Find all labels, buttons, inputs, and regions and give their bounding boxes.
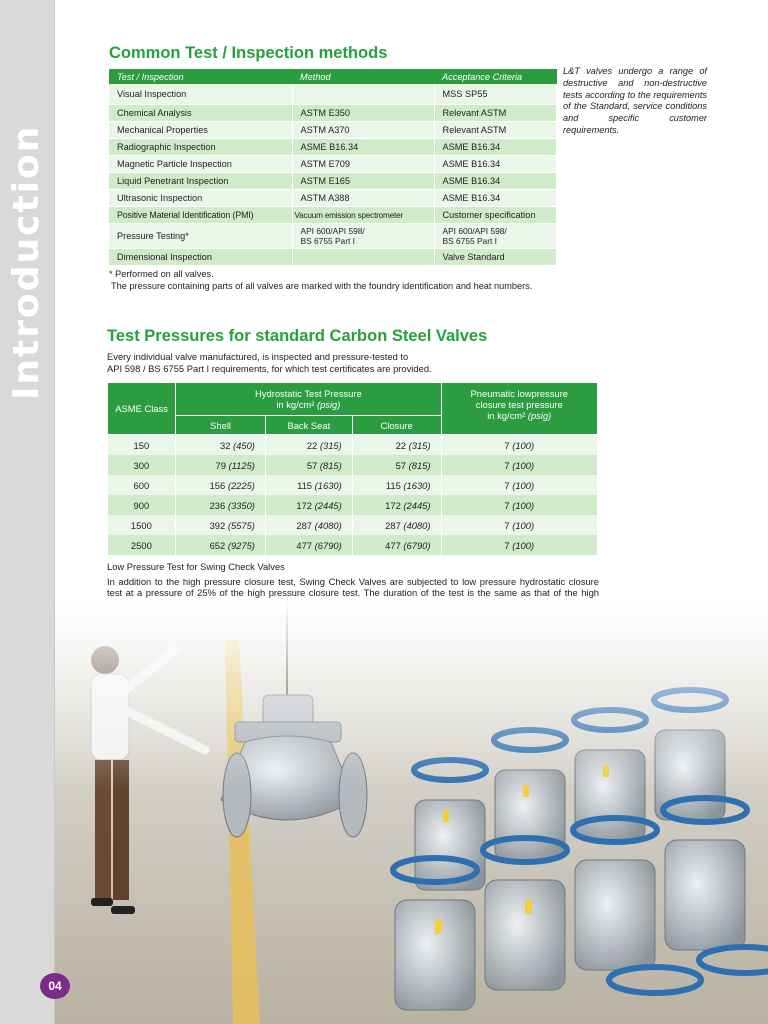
header-asme-class: ASME Class [108,383,176,435]
shell-cell-psig: (3350) [227,499,255,511]
shell-cell-psig: (5575) [227,519,255,531]
sidebar [0,0,55,1024]
method-cell: ASTM A370 [292,122,434,139]
method-cell: ASME B16.34 [292,139,434,156]
shell-cell-value: 79 [215,459,226,471]
criteria-cell: ASME B16.34 [434,173,557,190]
closure-cell-value: 115 [385,479,401,491]
header-pneu-unit: (psig) [527,410,552,421]
intro-text [107,351,587,374]
method-cell: Vacuum emission spectrometer [292,207,434,224]
method-cell: ASTM E165 [292,173,434,190]
test-cell: Visual Inspection [109,84,292,105]
table-row [108,515,598,535]
pneumatic-cell [441,515,597,535]
column-header: Method [292,69,434,84]
column-header: Test / Inspection [109,69,292,84]
method-cell [292,249,434,266]
pneumatic-cell-psig: (100) [512,459,535,471]
header-hydrostatic [176,383,441,416]
back-seat-cell-value: 172 [296,499,313,511]
back-seat-cell [265,495,352,515]
table-row [109,190,557,207]
closure-cell-psig: (2445) [403,499,431,511]
criteria-cell: Valve Standard [434,249,557,266]
class-cell-value: 600 [133,479,150,491]
criteria-cell [434,224,557,249]
pneumatic-cell-psig: (100) [512,539,535,551]
class-cell [108,535,176,555]
pneumatic-cell-psig: (100) [512,499,535,511]
table-row [109,139,557,156]
back-seat-cell [265,455,352,475]
table-row [109,224,557,249]
closure-cell [352,495,441,515]
table-row [109,249,557,266]
side-note: L&T valves undergo a range of destructive and non-destructive tests according to the requirements of the Standard, service conditions and specific customer requirements. [563,66,707,135]
header-hydro-line: in kg/cm² [276,399,315,410]
table-row [108,495,598,515]
shell-cell-psig: (450) [233,439,255,451]
closure-cell-psig: (815) [408,459,431,471]
test-cell: Mechanical Properties [109,122,292,139]
section-title-test-pressures: Test Pressures for standard Carbon Steel Valves [107,327,488,345]
method-cell: ASTM E709 [292,156,434,173]
closure-cell-value: 477 [385,539,401,551]
header-pneu-line: in kg/cm² [487,410,526,421]
closure-cell-psig: (6790) [403,539,431,551]
test-cell: Pressure Testing* [109,224,292,249]
back-seat-cell-psig: (1630) [314,479,342,491]
intro-line: Every individual valve manufactured, is inspected and pressure-tested to [107,351,409,362]
class-cell [108,495,176,515]
table-row [109,156,557,173]
criteria-cell: Relevant ASTM [434,122,557,139]
class-cell-value: 2500 [130,539,152,551]
shell-cell-value: 156 [209,479,226,491]
header-pneumatic [441,383,597,435]
pneumatic-cell-value: 7 [504,539,510,551]
class-cell [108,455,176,475]
class-cell [108,435,176,456]
header-back-seat: Back Seat [265,416,352,435]
criteria-cell: ASME B16.34 [434,139,557,156]
test-cell: Chemical Analysis [109,105,292,122]
criteria-cell: Customer specification [434,207,557,224]
method-line: API 600/API 598/ [300,226,365,236]
back-seat-cell-psig: (4080) [314,519,342,531]
page-number-badge: 04 [40,973,70,999]
back-seat-cell-psig: (315) [319,439,342,451]
pneumatic-cell [441,495,597,515]
closure-cell-psig: (4080) [403,519,431,531]
pneumatic-cell-psig: (100) [512,519,535,531]
back-seat-cell [265,435,352,456]
shell-cell [176,435,266,456]
valve-factory-photo [55,600,768,1024]
shell-cell [176,495,266,515]
table-row [109,122,557,139]
closure-cell-value: 172 [385,499,401,511]
back-seat-cell-psig: (2445) [314,499,342,511]
pneumatic-cell [441,535,597,555]
table-row [108,535,598,555]
table-row [109,207,557,224]
criteria-line: API 600/API 598/ [442,226,507,236]
closure-cell [352,535,441,555]
pneumatic-cell-value: 7 [504,519,510,531]
pneumatic-cell-value: 7 [504,439,510,451]
shell-cell-value: 236 [209,499,226,511]
table-row [108,455,598,475]
criteria-cell: Relevant ASTM [434,105,557,122]
low-pressure-title: Low Pressure Test for Swing Check Valves [107,561,285,572]
column-header: Acceptance Criteria [434,69,557,84]
back-seat-cell [265,475,352,495]
back-seat-cell-psig: (815) [319,459,342,471]
test-cell: Positive Material Identification (PMI) [109,207,292,224]
test-cell: Liquid Penetrant Inspection [109,173,292,190]
test-cell: Radiographic Inspection [109,139,292,156]
method-cell [292,224,434,249]
back-seat-cell [265,535,352,555]
table-header-row [109,69,557,84]
class-cell [108,475,176,495]
closure-cell [352,455,441,475]
pneumatic-cell-value: 7 [504,459,510,471]
pneumatic-cell-value: 7 [504,479,510,491]
class-cell-value: 1500 [130,519,152,531]
footnote-performed: * Performed on all valves. [109,269,214,279]
class-cell-value: 150 [133,439,150,451]
shell-cell-psig: (1125) [228,459,255,471]
back-seat-cell-value: 115 [297,479,313,491]
closure-cell-psig: (315) [408,439,431,451]
method-cell [292,84,434,105]
shell-cell [176,535,266,555]
class-cell [108,515,176,535]
shell-cell-value: 392 [209,519,226,531]
criteria-cell: MSS SP55 [434,84,557,105]
header-shell: Shell [176,416,266,435]
pneumatic-cell-psig: (100) [512,439,535,451]
method-cell: ASTM E350 [292,105,434,122]
closure-cell-value: 57 [395,459,407,471]
back-seat-cell-psig: (6790) [314,539,342,551]
header-hydro-line: Hydrostatic Test Pressure [255,388,362,399]
closure-cell-value: 22 [395,439,407,451]
criteria-cell: ASME B16.34 [434,190,557,207]
back-seat-cell-value: 22 [306,439,318,451]
method-cell: ASTM A388 [292,190,434,207]
shell-cell-value: 32 [220,439,231,451]
pneumatic-cell-psig: (100) [512,479,535,491]
pneumatic-cell [441,435,597,456]
method-line: BS 6755 Part I [300,236,355,246]
header-closure: Closure [352,416,441,435]
table-row [108,435,598,456]
test-cell: Magnetic Particle Inspection [109,156,292,173]
table-row [108,475,598,495]
header-hydro-unit: (psig) [316,399,341,410]
section-title-inspection: Common Test / Inspection methods [109,44,388,62]
pneumatic-cell [441,455,597,475]
low-pressure-text: In addition to the high pressure closure test, Swing Check Valves are subjected to low pressure hydrostatic closure test at a pressure of 25% of the high pressure closure test. The duration of the test is the same as that of the high [107,576,599,599]
header-pneu-line: Pneumatic lowpressure [470,388,568,399]
table-row [109,173,557,190]
closure-cell [352,435,441,456]
closure-cell-psig: (1630) [403,479,431,491]
footnote-marking: The pressure containing parts of all valves are marked with the foundry identification and heat numbers. [111,281,533,291]
pneumatic-cell [441,475,597,495]
test-pressure-table [107,382,598,555]
criteria-line: BS 6755 Part I [442,236,497,246]
test-cell: Dimensional Inspection [109,249,292,266]
shell-cell [176,475,266,495]
back-seat-cell-value: 477 [296,539,313,551]
inspection-methods-table [109,69,557,266]
shell-cell [176,515,266,535]
class-cell-value: 900 [133,499,150,511]
header-pneu-line: closure test pressure [475,399,563,410]
table-row [109,84,557,105]
shell-cell-psig: (9275) [227,539,255,551]
closure-cell [352,475,441,495]
intro-line: API 598 / BS 6755 Part I requirements, for which test certificates are provided. [107,362,432,374]
shell-cell-value: 652 [209,539,226,551]
back-seat-cell-value: 57 [306,459,318,471]
closure-cell [352,515,441,535]
closure-cell-value: 287 [385,519,401,531]
sidebar-title: Introduction [6,124,47,400]
table-row [109,105,557,122]
shell-cell [176,455,266,475]
shell-cell-psig: (2225) [227,479,255,491]
criteria-cell: ASME B16.34 [434,156,557,173]
class-cell-value: 300 [133,459,150,471]
back-seat-cell [265,515,352,535]
test-cell: Ultrasonic Inspection [109,190,292,207]
back-seat-cell-value: 287 [296,519,313,531]
pneumatic-cell-value: 7 [504,499,510,511]
